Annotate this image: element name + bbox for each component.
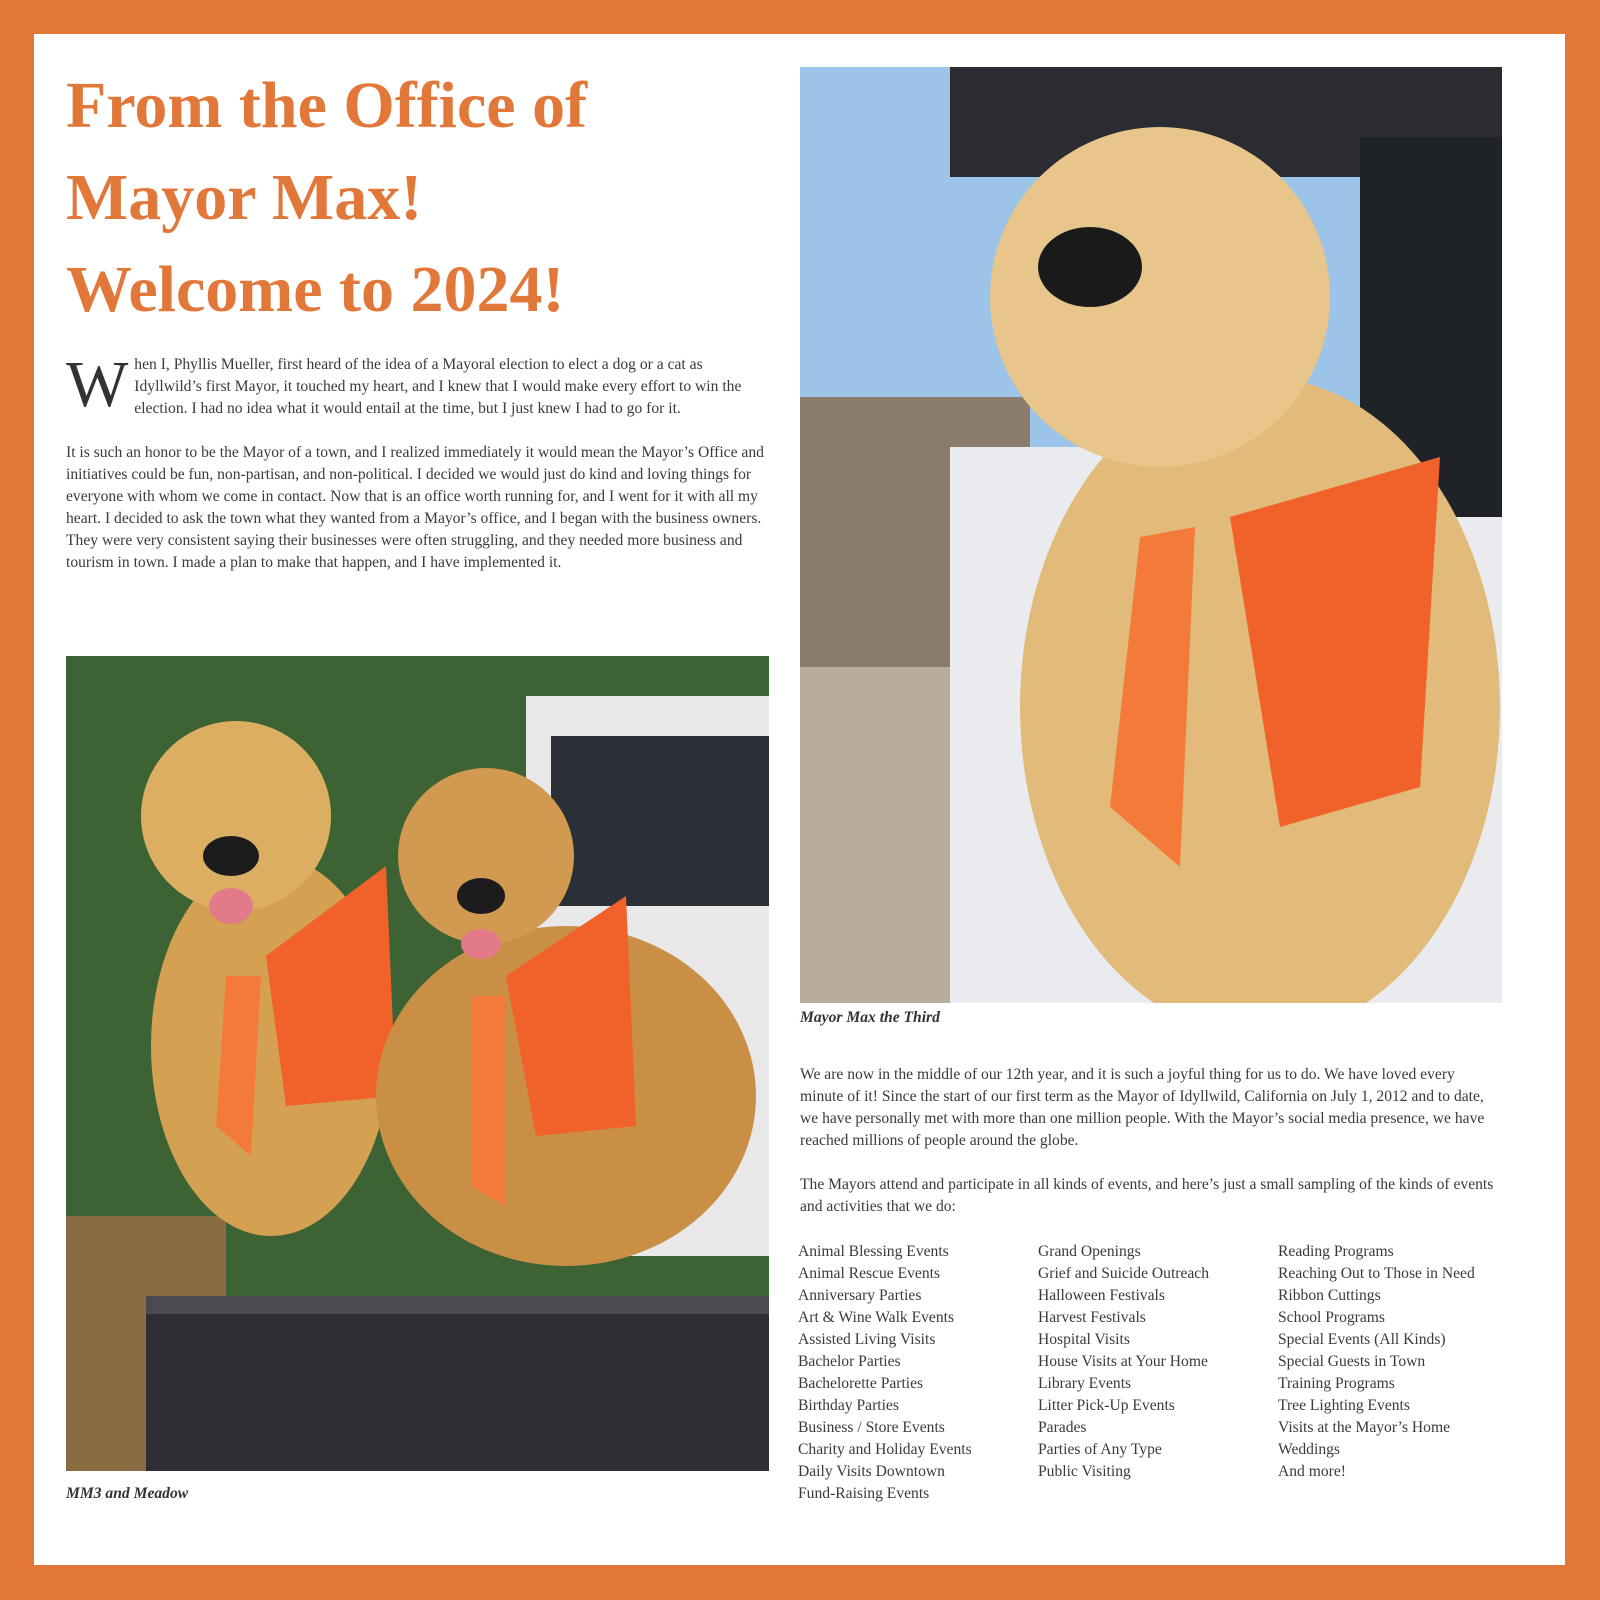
list-item: Public Visiting — [1038, 1463, 1131, 1480]
drop-cap: W — [66, 348, 129, 421]
caption-left-photo: MM3 and Meadow — [66, 1485, 189, 1502]
list-item: Harvest Festivals — [1038, 1309, 1146, 1326]
list-item: Animal Blessing Events — [798, 1243, 949, 1260]
right-text — [800, 1064, 1502, 1240]
events-column-1 — [798, 1241, 1038, 1505]
list-item: Reading Programs — [1278, 1243, 1394, 1260]
events-column-3 — [1278, 1241, 1518, 1505]
intro-paragraph-2: It is such an honor to be the Mayor of a town, and I realized immediately it would mean the Mayor’s Office and initiatives could be fun, non-partisan, and non-political. I decided we would just do kind and loving things for everyone with whom we come in contact. Now that is an office worth running for, and I went for it with all my heart. I decided to ask the town what they wanted from a Mayor’s office, and I began with the business owners. They were very consistent saying their businesses were often struggling, and they needed more business and tourism in town. I made a plan to make that happen, and I have implemented it. — [66, 444, 764, 571]
list-item: School Programs — [1278, 1309, 1385, 1326]
list-item: Reaching Out to Those in Need — [1278, 1265, 1475, 1282]
list-item: Special Guests in Town — [1278, 1353, 1426, 1370]
list-item: Business / Store Events — [798, 1419, 945, 1436]
two-dogs-illustration — [66, 656, 769, 1471]
headline — [66, 60, 766, 336]
article-page — [34, 34, 1565, 1565]
list-item: Tree Lighting Events — [1278, 1397, 1410, 1414]
list-item: Halloween Festivals — [1038, 1287, 1165, 1304]
list-item: Grief and Suicide Outreach — [1038, 1265, 1210, 1282]
headline-line-2: Mayor Max! — [66, 161, 423, 234]
list-item: House Visits at Your Home — [1038, 1353, 1208, 1370]
intro-text — [66, 348, 768, 596]
list-item: Visits at the Mayor’s Home — [1278, 1419, 1451, 1436]
intro-paragraph-1 — [66, 348, 768, 421]
list-item: Parades — [1038, 1419, 1087, 1436]
list-item: Training Programs — [1278, 1375, 1395, 1392]
list-item: Birthday Parties — [798, 1397, 899, 1414]
list-item: Grand Openings — [1038, 1243, 1141, 1260]
list-item: Anniversary Parties — [798, 1287, 922, 1304]
right-paragraph-1: We are now in the middle of our 12th year, and it is such a joyful thing for us to do. We have loved every minute of it! Since the start of our first term as the Mayor of Idyllwild, California on July 1, 2012 and to date, we have personally met with more than one million people. With the Mayor’s social media presence, we have reached millions of people around the globe. — [800, 1066, 1485, 1149]
list-item: Bachelorette Parties — [798, 1375, 924, 1392]
photo-two-dogs-on-truck — [66, 656, 769, 1471]
photo-mayor-max-in-car — [800, 67, 1502, 1003]
intro-paragraph-1-text: hen I, Phyllis Mueller, first heard of the idea of a Mayoral election to elect a dog or a cat as Idyllwild’s first Mayor, it touched my heart, and I knew that I would make every effort to win the election. I had no idea what it would entail at the time, but I just knew I had to go for it. — [134, 356, 742, 417]
list-item: Assisted Living Visits — [798, 1331, 936, 1348]
list-item: Charity and Holiday Events — [798, 1441, 972, 1458]
list-item: Parties of Any Type — [1038, 1441, 1162, 1458]
list-item: Ribbon Cuttings — [1278, 1287, 1381, 1304]
caption-right-photo: Mayor Max the Third — [800, 1009, 940, 1026]
list-item: Fund-Raising Events — [798, 1485, 930, 1502]
list-item: Special Events (All Kinds) — [1278, 1331, 1446, 1348]
headline-line-1: From the Office of — [66, 69, 588, 142]
list-item: Bachelor Parties — [798, 1353, 901, 1370]
list-item: Animal Rescue Events — [798, 1265, 941, 1282]
list-item: Library Events — [1038, 1375, 1132, 1392]
list-item: And more! — [1278, 1463, 1346, 1480]
events-column-2 — [1038, 1241, 1278, 1505]
list-item: Daily Visits Downtown — [798, 1463, 945, 1480]
right-paragraph-2: The Mayors attend and participate in all kinds of events, and here’s just a small sampling of the kinds of events and activities that we do: — [800, 1176, 1494, 1215]
list-item: Art & Wine Walk Events — [798, 1309, 955, 1326]
list-item: Hospital Visits — [1038, 1331, 1130, 1348]
headline-line-3: Welcome to 2024! — [66, 253, 565, 326]
list-item: Litter Pick-Up Events — [1038, 1397, 1175, 1414]
list-item: Weddings — [1278, 1441, 1340, 1458]
mayor-max-illustration — [800, 67, 1502, 1003]
events-list — [798, 1241, 1538, 1505]
